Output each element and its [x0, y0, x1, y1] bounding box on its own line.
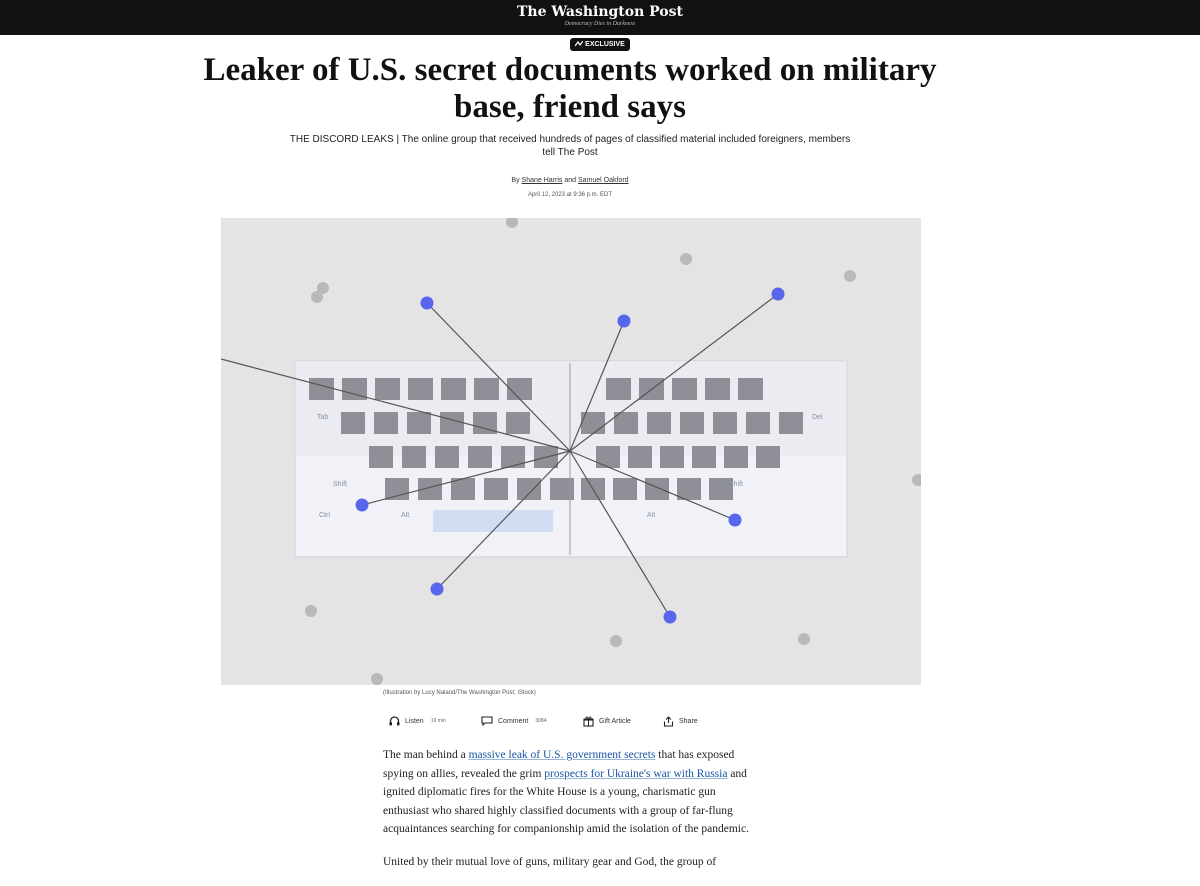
keyboard-key	[408, 378, 433, 400]
scatter-dot	[844, 270, 856, 282]
key-label-alt: Alt	[401, 512, 410, 519]
byline-and: and	[562, 177, 578, 184]
scatter-dot	[506, 218, 518, 228]
headline: Leaker of U.S. secret documents worked on military base, friend says	[203, 52, 937, 125]
comment-button[interactable]	[481, 716, 546, 726]
exclusive-badge	[570, 38, 630, 51]
keyboard-key	[779, 412, 803, 434]
scatter-dot	[371, 673, 383, 685]
keyboard-key	[441, 378, 466, 400]
masthead[interactable]	[0, 5, 1200, 28]
p1-text-c: and ignited diplomatic fires for the White House is a young, charismatic gun enthusiast who shared highly classified documents with a group of far-flung acquaintances searching for companionship amid the isolation of the pandemic.	[383, 767, 749, 836]
keyboard-key	[724, 446, 748, 468]
dek	[285, 133, 855, 159]
scatter-dot	[610, 635, 622, 647]
network-node	[772, 288, 785, 301]
network-node	[431, 583, 444, 596]
site-logo[interactable]: The Washington Post	[517, 4, 683, 20]
scatter-dot	[912, 474, 921, 486]
keyboard-key	[309, 378, 334, 400]
publish-date: April 12, 2023 at 9:36 p.m. EDT	[527, 192, 613, 198]
keyboard-key	[385, 478, 409, 500]
keyboard-key	[374, 412, 398, 434]
link-ukraine-prospects[interactable]: prospects for Ukraine's war with Russia	[544, 767, 728, 780]
share-button[interactable]	[663, 716, 698, 727]
keyboard-key	[738, 378, 763, 400]
listen-button[interactable]	[389, 716, 446, 726]
comment-count: 3084	[535, 718, 547, 724]
p1-text-a: The man behind a	[383, 749, 469, 761]
key-label-ctrl: Ctrl	[319, 512, 330, 519]
network-node	[664, 611, 677, 624]
keyboard-key	[369, 446, 393, 468]
keyboard-key	[645, 478, 669, 500]
kicker-separator: |	[393, 134, 402, 145]
keyboard-key	[506, 412, 530, 434]
keyboard-key	[407, 412, 431, 434]
keyboard-key	[402, 446, 426, 468]
keyboard-key	[596, 446, 620, 468]
comment-label: Comment	[498, 717, 529, 725]
headphones-icon	[389, 716, 400, 726]
keyboard-key	[484, 478, 508, 500]
article-actions	[383, 716, 763, 734]
kicker-link[interactable]: THE DISCORD LEAKS	[289, 134, 394, 145]
keyboard-key	[692, 446, 716, 468]
image-caption: (Illustration by Lucy Naland/The Washington Post; iStock)	[383, 690, 536, 696]
scatter-dot	[680, 253, 692, 265]
keyboard	[295, 361, 847, 557]
keyboard-key	[435, 446, 459, 468]
keyboard-key	[375, 378, 400, 400]
p1-text-b: that has exposed spying on allies, revealed the grim	[383, 749, 735, 780]
gift-label: Gift Article	[599, 718, 631, 725]
key-label-shift: Shift	[333, 481, 348, 488]
key-label-del: Del	[812, 414, 823, 421]
keyboard-key	[660, 446, 684, 468]
hero-illustration	[221, 218, 921, 685]
keyboard-key	[606, 378, 631, 400]
scatter-dot	[317, 282, 329, 294]
link-massive-leak[interactable]: massive leak of U.S. government secrets	[468, 749, 656, 761]
badge-container	[0, 33, 1200, 51]
dek-text: The online group that received hundreds of pages of classified material included foreigners, members tell The Post	[401, 134, 851, 158]
paragraph-1	[383, 746, 763, 839]
keyboard-key	[647, 412, 671, 434]
author-link-oakford[interactable]: Samuel Oakford	[577, 177, 629, 184]
share-label: Share	[679, 718, 698, 725]
gift-article-button[interactable]	[583, 716, 631, 727]
key-label-alt-right: Alt	[647, 512, 656, 519]
keyboard-key	[756, 446, 780, 468]
keyboard-key	[517, 478, 541, 500]
keyboard-key	[680, 412, 704, 434]
keyboard-key	[341, 412, 365, 434]
key-label-shift-right: Shift	[729, 481, 744, 488]
keyboard-key	[746, 412, 770, 434]
listen-label: Listen	[405, 717, 424, 725]
comment-icon	[481, 716, 493, 726]
keyboard-key	[468, 446, 492, 468]
keyboard-key	[713, 412, 737, 434]
site-tagline: Democracy Dies in Darkness	[564, 21, 636, 27]
gift-icon	[583, 716, 594, 727]
exclusive-icon	[575, 41, 583, 47]
scatter-dot	[305, 605, 317, 617]
network-node	[618, 315, 631, 328]
badge-label: EXCLUSIVE	[585, 41, 625, 48]
network-node	[729, 514, 742, 527]
keyboard-key	[672, 378, 697, 400]
scatter-dot	[798, 633, 810, 645]
share-icon	[663, 716, 674, 727]
article-body	[383, 746, 763, 886]
keyboard-key	[628, 446, 652, 468]
keyboard-key	[613, 478, 637, 500]
keyboard-key	[440, 412, 464, 434]
key-label-tab: Tab	[317, 414, 329, 421]
author-link-harris[interactable]: Shane Harris	[521, 177, 563, 184]
listen-duration: 19 min	[430, 718, 446, 724]
byline-prefix: By	[511, 177, 522, 184]
paragraph-2: United by their mutual love of guns, military gear and God, the group of	[383, 855, 717, 868]
network-node	[356, 499, 369, 512]
keyboard-key	[705, 378, 730, 400]
keyboard-key	[474, 378, 499, 400]
network-node	[421, 297, 434, 310]
keyboard-key	[501, 446, 525, 468]
keyboard-network-illustration	[221, 218, 921, 685]
byline	[0, 177, 1140, 185]
